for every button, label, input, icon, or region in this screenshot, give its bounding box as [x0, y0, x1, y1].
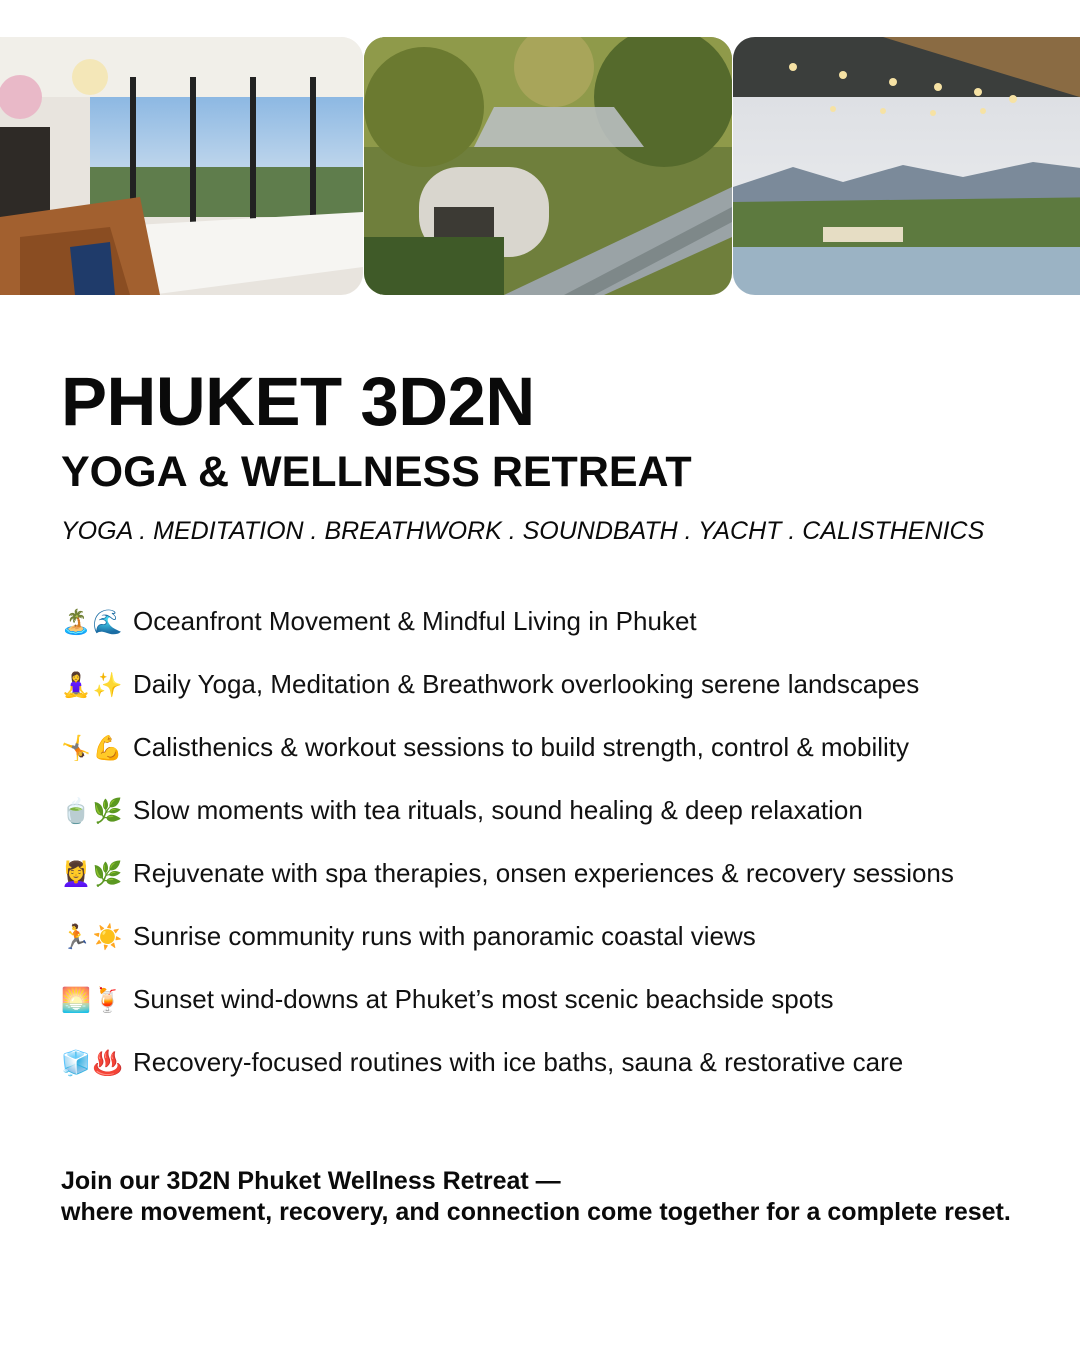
feature-item [61, 921, 1041, 953]
feature-text: Rejuvenate with spa therapies, onsen experiences & recovery sessions [133, 858, 954, 888]
feature-item [61, 795, 1041, 827]
feature-item [61, 606, 1041, 638]
feature-text: Oceanfront Movement & Mindful Living in Phuket [133, 606, 697, 636]
meditation-sparkle-icon: 🧘‍♀️✨ [61, 671, 125, 699]
cta-line-1: Join our 3D2N Phuket Wellness Retreat — [61, 1167, 561, 1195]
activities-tagline: YOGA . MEDITATION . BREATHWORK . SOUNDBATH . YACHT . CALISTHENICS [61, 517, 985, 545]
feature-text: Recovery-focused routines with ice baths, sauna & restorative care [133, 1047, 904, 1077]
feature-text: Sunset wind-downs at Phuket’s most scenic beachside spots [133, 984, 834, 1014]
garden-walkway-photo [364, 37, 732, 295]
feature-item [61, 984, 1041, 1016]
photo-gallery [0, 37, 1080, 295]
page-subtitle: YOGA & WELLNESS RETREAT [61, 448, 692, 496]
feature-item [61, 1047, 1041, 1079]
feature-text: Daily Yoga, Meditation & Breathwork overlooking serene landscapes [133, 669, 920, 699]
restaurant-window-view-photo [0, 37, 363, 295]
page-title: PHUKET 3D2N [61, 363, 535, 440]
call-to-action [61, 1166, 1021, 1228]
ice-hotspring-icon: 🧊♨️ [61, 1049, 125, 1077]
island-wave-icon: 🏝️🌊 [61, 608, 125, 636]
feature-item [61, 732, 1041, 764]
tea-herb-icon: 🍵🌿 [61, 797, 125, 825]
cta-line-2: where movement, recovery, and connection come together for a complete reset. [61, 1198, 1011, 1226]
feature-list [61, 606, 1041, 1110]
massage-herb-icon: 💆‍♀️🌿 [61, 860, 125, 888]
feature-text: Calisthenics & workout sessions to build strength, control & mobility [133, 732, 910, 762]
feature-item [61, 669, 1041, 701]
feature-item [61, 858, 1041, 890]
feature-text: Sunrise community runs with panoramic coastal views [133, 921, 756, 951]
sunrise-cocktail-icon: 🌅🍹 [61, 986, 125, 1014]
infinity-pool-view-photo [733, 37, 1080, 295]
runner-sun-icon: 🏃☀️ [61, 923, 125, 951]
feature-text: Slow moments with tea rituals, sound healing & deep relaxation [133, 795, 863, 825]
cartwheel-muscle-icon: 🤸💪 [61, 734, 125, 762]
